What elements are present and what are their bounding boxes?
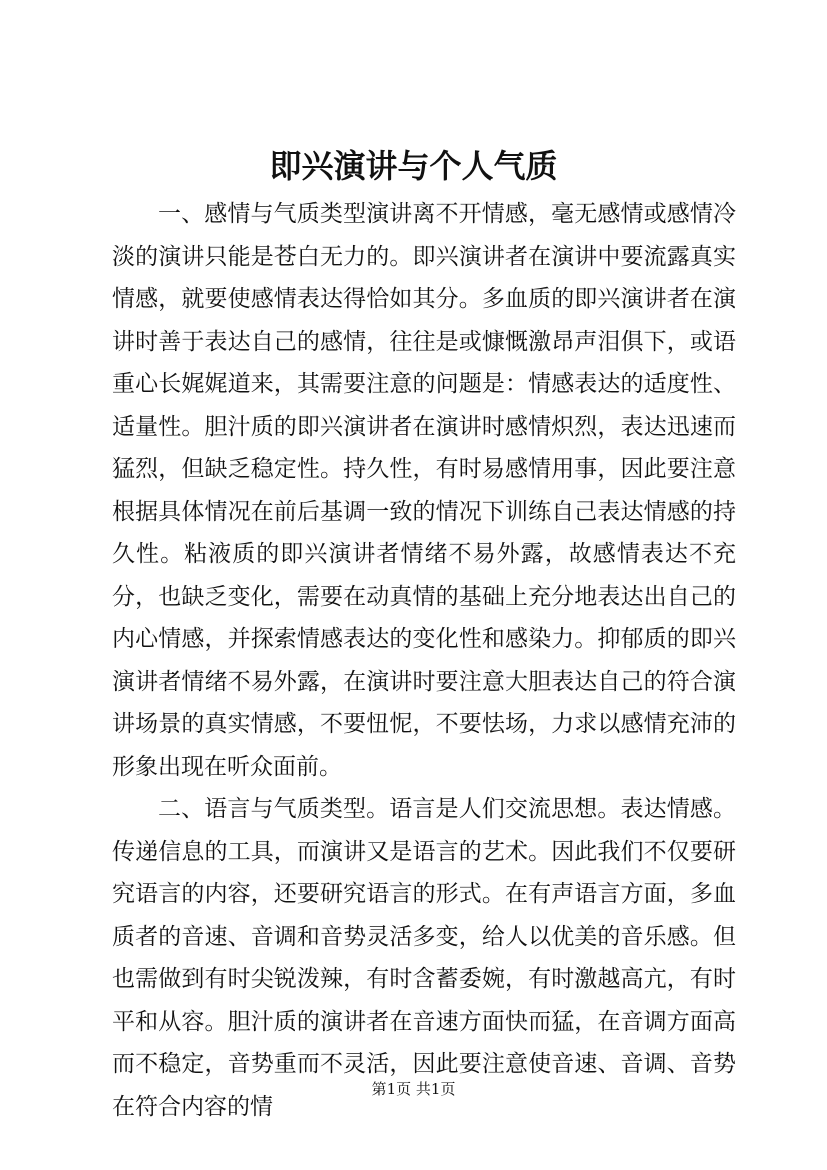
- footer-total-pages: 1: [430, 1080, 441, 1098]
- footer-page-mid: 页 共: [396, 1080, 431, 1098]
- page-footer: [0, 1078, 827, 1100]
- document-body: [112, 193, 736, 1128]
- page-title: 即兴演讲与个人气质: [269, 147, 558, 185]
- footer-page-number: 1: [386, 1080, 397, 1098]
- paragraph-emotion: 一、感情与气质类型演讲离不开情感，毫无感情或感情冷淡的演讲只能是苍白无力的。即兴演讲者在演讲中要流露真实情感，就要使感情表达得恰如其分。多血质的即兴演讲者在演讲时善于表达自己的感情，往往是或慷慨激昂声泪俱下，或语重心长娓娓道来，其需要注意的问题是：情感表达的适度性、适量性。胆汁质的即兴演讲者在演讲时感情炽烈，表达迅速而猛烈，但缺乏稳定性。持久性，有时易感情用事，因此要注意根据具体情况在前后基调一致的情况下训练自己表达情感的持久性。粘液质的即兴演讲者情绪不易外露，故感情表达不充分，也缺乏变化，需要在动真情的基础上充分地表达出自己的内心情感，并探索情感表达的变化性和感染力。抑郁质的即兴演讲者情绪不易外露，在演讲时要注意大胆表达自己的符合演讲场景的真实情感，不要忸怩，不要怯场，力求以感情充沛的形象出现在听众面前。: [112, 201, 736, 780]
- footer-page-prefix: 第: [371, 1080, 387, 1098]
- paragraph-language: 二、语言与气质类型。语言是人们交流思想。表达情感。传递信息的工具，而演讲又是语言的艺术。因此我们不仅要研究语言的内容，还要研究语言的形式。在有声语言方面，多血质者的音速、音调和音势灵活多变，给人以优美的音乐感。但也需做到有时尖锐泼辣，有时含蓄委婉，有时激越高亢，有时平和从容。胆汁质的演讲者在音速方面快而猛，在音调方面高而不稳定，音势重而不灵活，因此要注意使音速、音调、音势在符合内容的情: [112, 796, 736, 1120]
- footer-page-suffix: 页: [440, 1080, 456, 1098]
